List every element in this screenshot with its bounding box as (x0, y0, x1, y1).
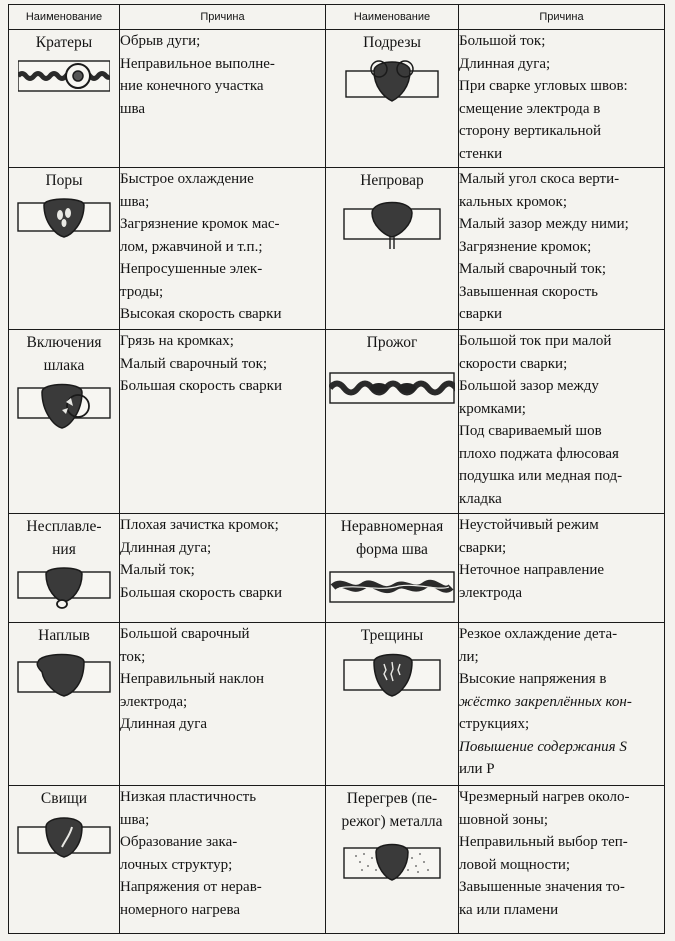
cause-line: Большой ток; (459, 33, 546, 49)
table-row (9, 623, 665, 786)
defect-cell (326, 786, 459, 934)
cause-line: ние конечного участка (120, 78, 264, 94)
defect-cell (326, 30, 459, 168)
cause-line: Большая скорость сварки (120, 584, 282, 601)
uneven-weld-icon (329, 568, 455, 608)
defect-name: Свищи (40, 790, 88, 807)
defect-cell (326, 168, 459, 330)
header-cause-1: Причина (120, 5, 326, 30)
defect-name: Подрезы (363, 34, 421, 51)
cause-line: Малый угол скоса верти- (459, 171, 620, 187)
cause-line: Малый зазор между ними; (459, 216, 629, 232)
cause-cell (120, 514, 326, 623)
cause-line: ток; (120, 648, 146, 665)
cause-line: жёстко закреплённых кон- (459, 693, 632, 710)
burn-through-icon (329, 369, 455, 409)
defect-name: Наплыв (38, 627, 90, 644)
cause-cell (120, 168, 326, 330)
defect-name: Несплавле- (26, 518, 102, 535)
cause-cell (120, 786, 326, 934)
cause-line: Длинная дуга; (120, 539, 212, 556)
cracks-icon (342, 650, 442, 702)
cause-line: Неправильный наклон (120, 671, 264, 687)
defect-cell (9, 330, 120, 514)
cause-line: подушка или медная под- (459, 468, 623, 484)
cause-line: Длинная дуга (120, 716, 208, 732)
cause-line: Быстрое охлаждение (120, 171, 254, 187)
cause-line: струкциях; (459, 716, 530, 732)
cause-line: кладка (459, 490, 502, 507)
lack-of-fusion-icon (16, 564, 112, 614)
cause-line: шва; (120, 811, 150, 828)
pores-icon (16, 195, 112, 243)
defect-cell (9, 30, 120, 168)
lack-of-penetration-icon (342, 195, 442, 249)
cause-line: Низкая пластичность (120, 789, 257, 805)
cause-line: ловой мощности; (459, 856, 571, 873)
defect-name: Кратеры (35, 34, 93, 51)
cause-line: плохо поджата флюсовая (459, 445, 619, 462)
header-row (9, 5, 665, 30)
defect-name: ния (52, 541, 76, 558)
cause-line: Неправильное выполне- (120, 55, 275, 72)
cause-line: Под свариваемый шов (459, 423, 602, 439)
defect-name: Перегрев (пе- (346, 790, 438, 807)
undercut-icon (344, 57, 440, 107)
defect-cell (326, 514, 459, 623)
cause-line: скорости сварки; (459, 355, 568, 372)
defects-table (8, 4, 665, 934)
cause-line: Плохая зачистка кромок; (120, 517, 279, 533)
cause-line: Высокая скорость сварки (120, 306, 282, 322)
cause-line: кромками; (459, 400, 526, 417)
cause-cell (459, 623, 665, 786)
cause-line: Неточное направление (459, 562, 605, 578)
cause-line: или P (459, 761, 495, 777)
cause-line: сварки (459, 306, 503, 322)
table-row (9, 30, 665, 168)
cause-cell (459, 514, 665, 623)
cause-cell (120, 30, 326, 168)
cause-line: Грязь на кромках; (120, 333, 234, 349)
slag-inclusion-icon (16, 380, 112, 436)
cause-line: электрода; (120, 693, 188, 710)
cause-cell (120, 330, 326, 514)
defect-cell (326, 330, 459, 514)
cause-line: При сварке угловых швов: (459, 78, 628, 94)
cause-line: электрода (459, 584, 522, 601)
cause-line: Малый ток; (120, 562, 195, 578)
cause-line: Загрязнение кромок мас- (120, 216, 280, 232)
table-row (9, 514, 665, 623)
cause-line: троды; (120, 283, 164, 300)
cause-line: Малый сварочный ток; (120, 355, 268, 372)
cause-line: Загрязнение кромок; (459, 238, 592, 255)
cause-cell (120, 623, 326, 786)
cause-line: Большой зазор между (459, 378, 599, 394)
cause-cell (459, 330, 665, 514)
crater-icon (18, 57, 110, 97)
cause-line: номерного нагрева (120, 901, 240, 918)
cause-cell (459, 168, 665, 330)
cause-line: Непросушенные элек- (120, 261, 263, 277)
defect-name: форма шва (356, 541, 428, 558)
cause-line: шва; (120, 193, 150, 210)
defect-cell (9, 623, 120, 786)
cause-line: ка или пламени (459, 901, 559, 918)
cause-line: Чрезмерный нагрев около- (459, 789, 630, 805)
cause-line: Завышенные значения то- (459, 879, 625, 895)
cause-cell (459, 786, 665, 934)
defect-name: Трещины (360, 627, 424, 644)
table-row (9, 330, 665, 514)
cause-line: шовной зоны; (459, 811, 549, 828)
cause-line: Неустойчивый режим (459, 517, 599, 533)
overlap-icon (16, 650, 112, 704)
header-name-2: Наименование (326, 5, 459, 30)
cause-line: сварки; (459, 539, 507, 556)
cause-line: лом, ржавчиной и т.п.; (120, 238, 263, 255)
cause-line: Малый сварочный ток; (459, 261, 607, 277)
defect-name: Включения (26, 334, 102, 351)
defect-name: режог) металла (341, 813, 443, 830)
table-row (9, 168, 665, 330)
cause-line: кальных кромок; (459, 193, 567, 210)
cause-line: Повышение содержания S (459, 738, 627, 755)
cause-line: Большая скорость сварки (120, 378, 282, 394)
cause-line: Завышенная скорость (459, 283, 599, 300)
cause-line: шва (120, 100, 146, 117)
fistula-icon (16, 813, 112, 865)
cause-line: Обрыв дуги; (120, 33, 201, 49)
header-name-1: Наименование (9, 5, 120, 30)
cause-line: Большой сварочный (120, 626, 250, 642)
defect-name: шлака (43, 357, 85, 374)
defect-cell (9, 514, 120, 623)
cause-line: Неправильный выбор теп- (459, 834, 628, 850)
cause-line: смещение электрода в (459, 100, 601, 117)
header-cause-2: Причина (459, 5, 665, 30)
cause-line: Большой ток при малой (459, 333, 612, 349)
defect-name: Прожог (366, 334, 418, 351)
cause-cell (459, 30, 665, 168)
defect-cell (326, 623, 459, 786)
cause-line: ли; (459, 648, 479, 665)
cause-line: сторону вертикальной (459, 123, 602, 139)
cause-line: Высокие напряжения в (459, 671, 607, 687)
cause-line: стенки (459, 145, 503, 162)
cause-line: Образование зака- (120, 834, 238, 850)
defect-cell (9, 168, 120, 330)
cause-line: лочных структур; (120, 856, 233, 873)
defect-name: Поры (45, 172, 83, 189)
cause-line: Длинная дуга; (459, 55, 551, 72)
cause-line: Напряжения от нерав- (120, 879, 262, 895)
defect-cell (9, 786, 120, 934)
table-row (9, 786, 665, 934)
overheating-icon (342, 836, 442, 890)
defect-name: Неравномерная (340, 518, 444, 535)
cause-line: Резкое охлаждение дета- (459, 626, 618, 642)
defect-name: Непровар (360, 172, 424, 189)
